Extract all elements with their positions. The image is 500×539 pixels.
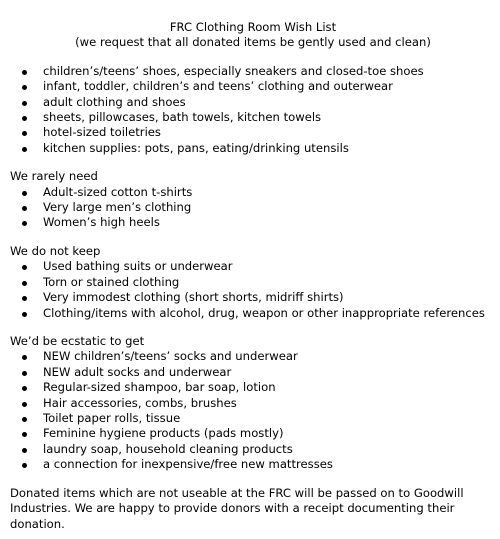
bullet-icon	[22, 463, 27, 468]
list-item	[10, 365, 496, 380]
list-item-text: Very immodest clothing (short shorts, midriff shirts)	[43, 290, 344, 305]
list-item	[10, 125, 496, 140]
list-item-text: Torn or stained clothing	[43, 274, 180, 289]
list-item	[10, 457, 496, 472]
bullet-icon	[22, 386, 27, 391]
section-heading-ecstatic: We’d be ecstatic to get	[10, 333, 145, 348]
rarely-need-list	[10, 185, 496, 231]
list-item	[10, 79, 496, 94]
list-item	[10, 290, 496, 305]
section-heading-do-not-keep: We do not keep	[10, 243, 101, 258]
page-title: FRC Clothing Room Wish List	[169, 20, 337, 34]
bullet-icon	[22, 281, 27, 286]
list-item	[10, 215, 496, 230]
list-item-text: adult clothing and shoes	[43, 94, 186, 109]
document	[10, 20, 496, 532]
list-item-text: kitchen supplies: pots, pans, eating/drinking utensils	[43, 140, 349, 155]
bullet-icon	[22, 70, 27, 75]
bullet-icon	[22, 312, 27, 317]
list-item	[10, 442, 496, 457]
list-item	[10, 141, 496, 156]
list-item-text: Women’s high heels	[43, 215, 160, 230]
bullet-icon	[22, 448, 27, 453]
do-not-keep-list	[10, 259, 496, 321]
list-item	[10, 275, 496, 290]
list-item	[10, 95, 496, 110]
list-item	[10, 200, 496, 215]
list-item	[10, 185, 496, 200]
list-item	[10, 259, 496, 274]
list-item	[10, 426, 496, 441]
list-item-text: infant, toddler, children’s and teens’ clothing and outerwear	[43, 79, 393, 94]
section-heading-rarely-need: We rarely need	[10, 169, 98, 184]
list-item	[10, 306, 496, 321]
list-item	[10, 380, 496, 395]
list-item-text: sheets, pillowcases, bath towels, kitchen towels	[43, 110, 322, 125]
bullet-icon	[22, 206, 27, 211]
bullet-icon	[22, 147, 27, 152]
wish-list	[10, 64, 496, 156]
ecstatic-list	[10, 349, 496, 472]
list-item-text: NEW children’s/teens’ socks and underwear	[43, 349, 298, 364]
list-item-text: Toilet paper rolls, tissue	[43, 410, 181, 425]
list-item-text: Hair accessories, combs, brushes	[43, 395, 237, 410]
bullet-icon	[22, 101, 27, 106]
list-item	[10, 110, 496, 125]
bullet-icon	[22, 221, 27, 226]
list-item	[10, 396, 496, 411]
list-item	[10, 349, 496, 364]
bullet-icon	[22, 417, 27, 422]
list-item-text: Regular-sized shampoo, bar soap, lotion	[43, 380, 276, 395]
bullet-icon	[22, 265, 27, 270]
bullet-icon	[22, 131, 27, 136]
list-item-text: children’s/teens’ shoes, especially sneakers and closed-toe shoes	[43, 63, 424, 78]
list-item-text: Clothing/items with alcohol, drug, weapon or other inappropriate references	[43, 305, 485, 320]
list-item	[10, 64, 496, 79]
list-item-text: a connection for inexpensive/free new mattresses	[43, 457, 333, 472]
bullet-icon	[22, 402, 27, 407]
bullet-icon	[22, 355, 27, 360]
bullet-icon	[22, 371, 27, 376]
bullet-icon	[22, 432, 27, 437]
footer-note: Donated items which are not useable at the FRC will be passed on to Goodwill Industries. We are happy to provide donors with a receipt documenting their donation.	[10, 485, 464, 531]
page-subtitle: (we request that all donated items be gently used and clean)	[75, 35, 431, 50]
list-item-text: laundry soap, household cleaning products	[43, 441, 293, 456]
list-item-text: Very large men’s clothing	[43, 200, 192, 215]
list-item-text: Used bathing suits or underwear	[43, 259, 233, 274]
list-item-text: Adult-sized cotton t-shirts	[43, 184, 193, 199]
list-item-text: hotel-sized toiletries	[43, 125, 161, 140]
bullet-icon	[22, 296, 27, 301]
list-item-text: Feminine hygiene products (pads mostly)	[43, 426, 284, 441]
list-item	[10, 411, 496, 426]
bullet-icon	[22, 116, 27, 121]
list-item-text: NEW adult socks and underwear	[43, 364, 232, 379]
bullet-icon	[22, 85, 27, 90]
bullet-icon	[22, 191, 27, 196]
